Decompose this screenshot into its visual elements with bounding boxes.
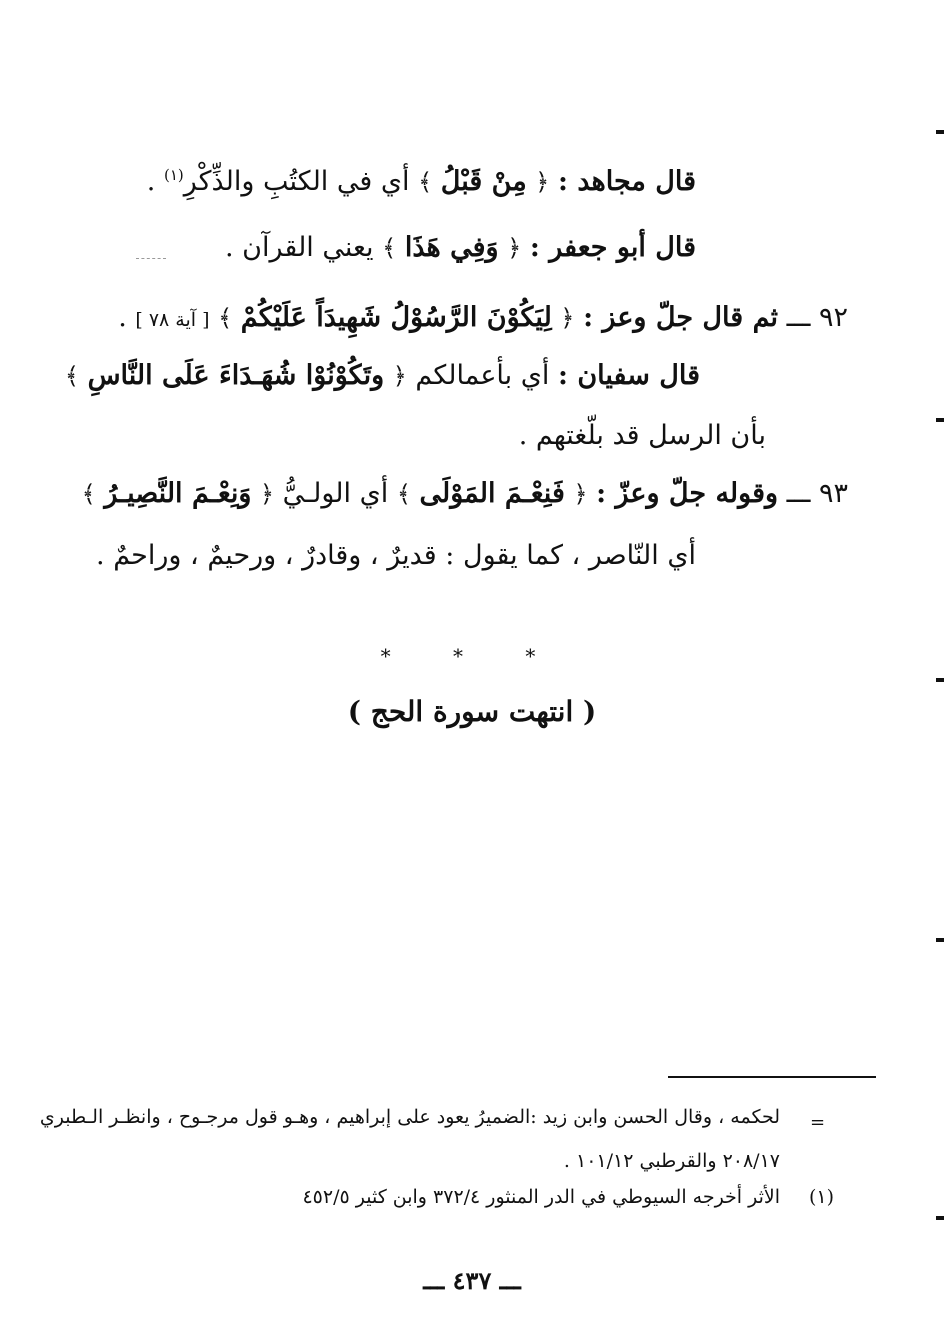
footnote-ref: (١)	[163, 166, 184, 184]
footnote-continuation-line-1: لحكمه ، وقال الحسن وابن زيد :الضميرُ يعود على إبراهيم ، وهـو قول مرجـوح ، وانظـر الـطبري	[39, 1106, 780, 1128]
line-end: .	[146, 166, 156, 197]
footnote-continuation-line-2: ٢٠٨/١٧ والقرطبي ١٠١/١٢ .	[563, 1150, 780, 1172]
quran-close-bracket: ﴾	[81, 480, 96, 508]
section-separator: * * *	[380, 644, 564, 668]
entry-number: ٩٢ ـــ	[786, 302, 848, 333]
page-number: ـــ ٤٣٧ ـــ	[423, 1266, 521, 1295]
quran-quote: فَنِعْـمَ المَوْلَى	[419, 478, 565, 509]
quran-close-bracket: ﴾	[218, 304, 233, 332]
line-text: بأن الرسل قد بلّغتهم .	[518, 420, 766, 451]
quran-open-bracket: ﴿	[573, 480, 588, 508]
scan-edge-mark	[936, 130, 944, 134]
speaker: قال سفيان :	[557, 360, 700, 391]
quran-quote: لِيَكُوْنَ الرَّسُوْلُ شَهِيدَاً عَلَيْكُمْ	[240, 302, 552, 333]
quran-close-bracket: ﴾	[396, 480, 411, 508]
body-line-7	[96, 540, 696, 572]
body-line-6	[82, 478, 848, 510]
verse-reference: [ آية ٧٨ ]	[135, 309, 210, 331]
quran-open-bracket: ﴿	[507, 234, 522, 262]
line-text: يعني القرآن .	[225, 232, 374, 263]
body-line-4	[65, 360, 700, 392]
line-text: أي الولـيُّ	[282, 478, 389, 509]
quran-open-bracket: ﴿	[260, 480, 275, 508]
speaker: قال أبو جعفر :	[529, 232, 696, 263]
quran-open-bracket: ﴿	[560, 304, 575, 332]
line-text: أي النّاصر ، كما يقول : قديرٌ ، وقادرٌ ، ورحيمٌ ، وراحمٌ .	[96, 540, 696, 571]
quran-quote: وَنِعْـمَ النَّصِيـرُ	[104, 478, 252, 509]
footnote-rule	[668, 1076, 876, 1078]
footnote-1-number: (١)	[808, 1186, 834, 1208]
quran-close-bracket: ﴾	[64, 362, 79, 390]
footnote-1-text: الأثر أخرجه السيوطي في الدر المنثور ٣٧٢/٤ وابن كثير ٤٥٢/٥	[302, 1186, 780, 1208]
quran-quote: وَفِي هَذَا	[404, 232, 499, 263]
body-line-5	[519, 420, 766, 452]
speaker: ثم قال جلّ وعز :	[583, 302, 779, 333]
body-line-1	[147, 166, 696, 198]
scan-edge-mark	[936, 678, 944, 682]
line-end: .	[118, 302, 127, 333]
body-line-3	[118, 302, 848, 334]
footnote-continuation-marker: =	[810, 1112, 826, 1133]
speaker: وقوله جلّ وعزّ :	[596, 478, 779, 509]
scan-edge-mark	[936, 418, 944, 422]
quran-close-bracket: ﴾	[382, 234, 397, 262]
quran-quote: وتَكُوْنُوْا شُهَـدَاءَ عَلَى النَّاسِ	[87, 360, 385, 391]
body-line-2	[225, 232, 696, 264]
margin-mark	[136, 258, 166, 259]
line-text: أي بأعمالكم	[415, 360, 550, 391]
scan-edge-mark	[936, 938, 944, 942]
line-text: أي في الكتُبِ والذِّكْرِ	[183, 166, 410, 197]
speaker: قال مجاهد :	[557, 166, 696, 197]
quran-open-bracket: ﴿	[392, 362, 407, 390]
entry-number: ٩٣ ـــ	[786, 478, 848, 509]
quran-open-bracket: ﴿	[535, 168, 550, 196]
quran-quote: مِنْ قَبْلُ	[440, 166, 527, 197]
quran-close-bracket: ﴾	[418, 168, 433, 196]
scan-edge-mark	[936, 1216, 944, 1220]
closing-heading: ( انتهت سورة الحج )	[347, 695, 597, 728]
